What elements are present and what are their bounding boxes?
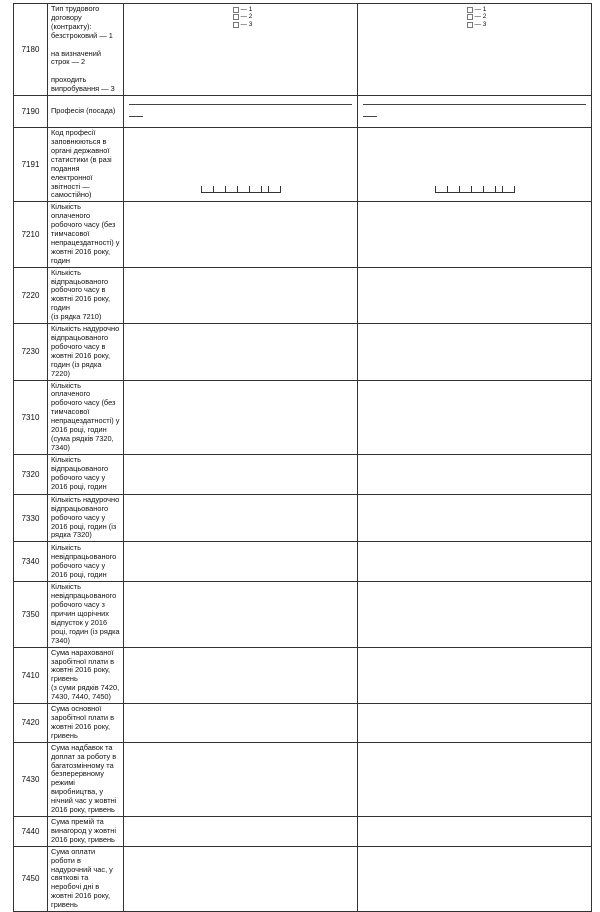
value-cell-b[interactable] — [358, 267, 592, 323]
row-label: Сума основної заробітної плати в жовтні 2016 року, гривень — [48, 704, 124, 743]
form-row — [14, 380, 592, 454]
row-code: 7420 — [14, 704, 48, 743]
form-row — [14, 324, 592, 380]
row-label: Кількість надурочно відпрацьованого робочого часу у 2016 році, годин (із рядка 7320) — [48, 494, 124, 542]
row-label: Кількість невідпрацьованого робочого часу у 2016 році, годин — [48, 542, 124, 582]
value-cell-b[interactable] — [358, 128, 592, 202]
form-row — [14, 454, 592, 494]
value-cell-a[interactable] — [124, 454, 358, 494]
row-label: Кількість надурочно відпрацьованого робочого часу в жовтні 2016 року, годин (із рядка 7220) — [48, 324, 124, 380]
code-digit-boxes[interactable] — [435, 186, 515, 193]
form-row — [14, 846, 592, 911]
row-code: 7410 — [14, 647, 48, 703]
value-cell-b[interactable] — [358, 647, 592, 703]
row-code: 7450 — [14, 846, 48, 911]
digit-box[interactable] — [268, 186, 281, 193]
form-row — [14, 582, 592, 647]
row-label: Код професії заповнюються в органі державної статистики (в разі подання електронної звітності — самостійно) — [48, 128, 124, 202]
value-cell-b[interactable] — [358, 542, 592, 582]
form-body — [14, 4, 592, 912]
option-list — [233, 6, 253, 28]
digit-box[interactable] — [261, 186, 268, 193]
value-cell-a[interactable] — [124, 582, 358, 647]
option-item[interactable] — [467, 21, 487, 28]
checkbox-icon[interactable] — [233, 7, 239, 13]
digit-box[interactable] — [249, 186, 261, 193]
code-digit-boxes[interactable] — [201, 186, 281, 193]
value-cell-b[interactable] — [358, 704, 592, 743]
row-code: 7430 — [14, 742, 48, 816]
value-cell-b[interactable] — [358, 454, 592, 494]
digit-box[interactable] — [237, 186, 249, 193]
row-code: 7340 — [14, 542, 48, 582]
value-cell-a[interactable] — [124, 267, 358, 323]
fill-line — [129, 104, 352, 105]
value-cell-a[interactable] — [124, 647, 358, 703]
form-row — [14, 267, 592, 323]
value-cell-a[interactable] — [124, 380, 358, 454]
value-cell-a[interactable] — [124, 324, 358, 380]
option-item[interactable] — [467, 6, 487, 13]
digit-box[interactable] — [495, 186, 502, 193]
digit-box[interactable] — [435, 186, 447, 193]
form-row — [14, 542, 592, 582]
value-cell-a[interactable] — [124, 4, 358, 96]
digit-box[interactable] — [201, 186, 213, 193]
digit-box[interactable] — [459, 186, 471, 193]
form-row — [14, 202, 592, 267]
form-row — [14, 96, 592, 128]
option-label: — 2 — [474, 13, 487, 21]
form-row — [14, 494, 592, 542]
digit-box[interactable] — [502, 186, 515, 193]
value-cell-b[interactable] — [358, 202, 592, 267]
value-cell-a[interactable] — [124, 494, 358, 542]
row-label: Кількість оплаченого робочого часу (без тимчасової непрацездатності) у 2016 році, годин (сума рядків 7320, 7340) — [48, 380, 124, 454]
value-cell-b[interactable] — [358, 4, 592, 96]
value-cell-b[interactable] — [358, 582, 592, 647]
value-cell-b[interactable] — [358, 324, 592, 380]
row-label: Кількість невідпрацьованого робочого часу з причин щорічних відпусток у 2016 році, годин (із рядка 7340) — [48, 582, 124, 647]
value-cell-a[interactable] — [124, 128, 358, 202]
statistics-form-table — [13, 3, 592, 912]
row-code: 7440 — [14, 816, 48, 846]
option-item[interactable] — [233, 21, 253, 28]
value-cell-a[interactable] — [124, 742, 358, 816]
row-code: 7230 — [14, 324, 48, 380]
row-code: 7210 — [14, 202, 48, 267]
value-cell-b[interactable] — [358, 96, 592, 128]
row-code: 7320 — [14, 454, 48, 494]
row-label: Кількість оплаченого робочого часу (без тимчасової непрацездатності) у жовтні 2016 року, годин — [48, 202, 124, 267]
digit-box[interactable] — [471, 186, 483, 193]
form-row — [14, 704, 592, 743]
fill-line-short — [363, 116, 377, 117]
value-cell-b[interactable] — [358, 742, 592, 816]
option-label: — 3 — [240, 20, 253, 28]
row-label: Тип трудового договору (контракту): безстроковий — 1 на визначений строк — 2 проходить випробування — 3 — [48, 4, 124, 96]
option-list — [467, 6, 487, 28]
checkbox-icon[interactable] — [233, 14, 239, 20]
value-cell-a[interactable] — [124, 846, 358, 911]
form-row — [14, 128, 592, 202]
digit-box[interactable] — [447, 186, 459, 193]
row-code: 7310 — [14, 380, 48, 454]
fill-line-short — [129, 116, 143, 117]
form-row — [14, 816, 592, 846]
form-row — [14, 647, 592, 703]
digit-box[interactable] — [483, 186, 495, 193]
value-cell-b[interactable] — [358, 816, 592, 846]
row-label: Сума надбавок та доплат за роботу в багатозмінному та безперервному режимі виробництва, у нічний час у жовтні 2016 року, гривень — [48, 742, 124, 816]
row-label: Сума нарахованої заробітної плати в жовтні 2016 року, гривень (з суми рядків 7420, 7430, 7440, 7450) — [48, 647, 124, 703]
row-code: 7220 — [14, 267, 48, 323]
row-code: 7330 — [14, 494, 48, 542]
row-code: 7350 — [14, 582, 48, 647]
checkbox-icon[interactable] — [467, 22, 473, 28]
option-item[interactable] — [233, 6, 253, 13]
value-cell-b[interactable] — [358, 380, 592, 454]
row-code: 7190 — [14, 96, 48, 128]
checkbox-icon[interactable] — [467, 14, 473, 20]
option-label: — 2 — [240, 13, 253, 21]
value-cell-a[interactable] — [124, 202, 358, 267]
form-row — [14, 742, 592, 816]
option-label: — 1 — [474, 6, 487, 13]
option-label: — 3 — [474, 20, 487, 28]
value-cell-a[interactable] — [124, 96, 358, 128]
row-label: Професія (посада) — [48, 96, 124, 128]
option-label: — 1 — [240, 6, 253, 13]
row-code: 7191 — [14, 128, 48, 202]
form-row — [14, 4, 592, 96]
digit-box[interactable] — [225, 186, 237, 193]
option-item[interactable] — [233, 13, 253, 20]
value-cell-a[interactable] — [124, 816, 358, 846]
digit-box[interactable] — [213, 186, 225, 193]
value-cell-a[interactable] — [124, 542, 358, 582]
checkbox-icon[interactable] — [233, 22, 239, 28]
row-label: Кількість відпрацьованого робочого часу у 2016 році, годин — [48, 454, 124, 494]
row-label: Кількість відпрацьованого робочого часу в жовтні 2016 року, годин (із рядка 7210) — [48, 267, 124, 323]
row-label: Сума оплати роботи в надурочний час, у святкові та неробочі дні в жовтні 2016 року, гривень — [48, 846, 124, 911]
row-label: Сума премій та винагород у жовтні 2016 року, гривень — [48, 816, 124, 846]
value-cell-b[interactable] — [358, 846, 592, 911]
fill-line — [363, 104, 586, 105]
checkbox-icon[interactable] — [467, 7, 473, 13]
option-item[interactable] — [467, 13, 487, 20]
value-cell-b[interactable] — [358, 494, 592, 542]
row-code: 7180 — [14, 4, 48, 96]
value-cell-a[interactable] — [124, 704, 358, 743]
